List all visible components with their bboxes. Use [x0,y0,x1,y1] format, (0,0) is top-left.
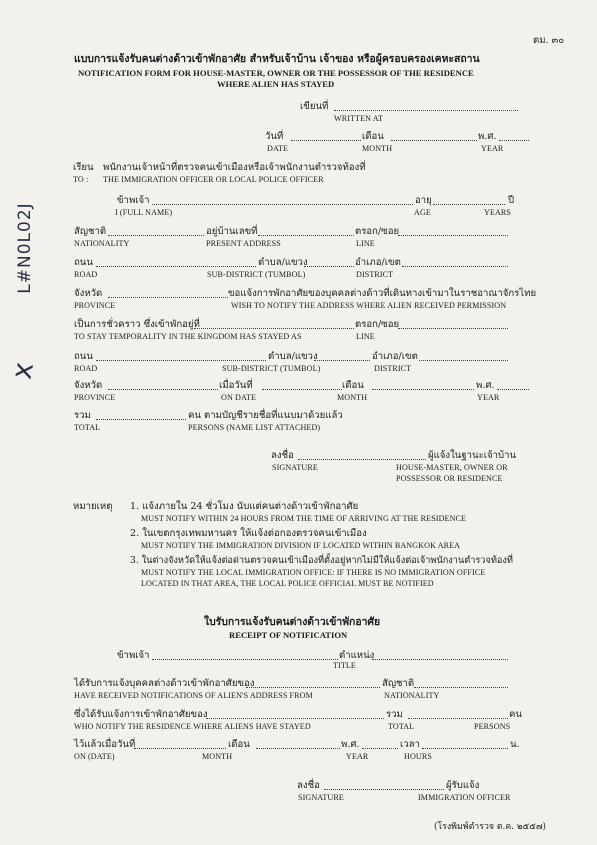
note-1-th: 1. แจ้งภายใน 24 ชั่วโมง นับแต่คนต่างด้าวเข้าพักอาศัย [130,501,359,512]
receipt-minute-label-th: น. [510,739,520,750]
date-year-label-th: พ.ศ. [478,131,497,142]
form-title-thai: แบบการแจ้งรับคนต่างด้าวเข้าพักอาศัย สำหรับเจ้าบ้าน เจ้าของ หรือผู้ครอบครองเคหะสถาน [74,53,480,65]
receipt-officer-label-th: ข้าพเจ้า [117,650,150,661]
years-label-th: ปี [508,195,515,206]
receipt-persons-label-th: คน [509,709,522,720]
receipt-month-field[interactable] [256,748,340,749]
form-code: ตม. ๓๐ [533,35,565,46]
receipt-ondate-field[interactable] [134,748,226,749]
to-text-en: THE IMMIGRATION OFFICER OR LOCAL POLICE OFFICER [103,175,324,184]
ondate-field[interactable] [262,389,342,390]
district-label-th: อำเภอ/เขต [355,257,401,268]
written-at-label-en: WRITTEN AT [334,114,383,123]
year2-field[interactable] [497,389,529,390]
receipt-total-label-en: TOTAL [388,722,415,731]
date-day-field[interactable] [291,140,361,141]
receipt-title-en: RECEIPT OF NOTIFICATION [229,630,348,640]
age-field[interactable] [433,204,505,205]
notifier-label-en-2: POSSESSOR OR RESIDENCE [396,474,503,483]
road2-field[interactable] [96,360,266,361]
full-name-field[interactable] [152,204,413,205]
receipt-nationality-label-en: NATIONALITY [384,691,440,700]
address-label-th: อยู่บ้านเลขที่ [206,226,258,237]
nationality-field[interactable] [108,235,204,236]
receipt-signature-label-th: ลงชื่อ [297,780,320,791]
receiver-label-th: ผู้รับแจ้ง [446,780,480,791]
subdistrict-field[interactable] [304,266,354,267]
nationality-label-en: NATIONALITY [74,239,130,248]
written-at-label-th: เขียนที่ [300,101,329,112]
district-label-en: DISTRICT [356,270,394,279]
stay-address-field[interactable] [194,328,354,329]
form-title-english-line-1: NOTIFICATION FORM FOR HOUSE-MASTER, OWNER OR THE POSSESSOR OF THE RESIDENCE [78,68,474,78]
to-text-th: พนักงานเจ้าหน้าที่ตรวจคนเข้าเมืองหรือเจ้าพนักงานตำรวจท้องที่ [103,162,366,173]
date-day-label-en: DATE [267,144,289,153]
full-name-label-th: ข้าพเจ้า [117,195,150,206]
receipt-year-label-en: YEAR [346,752,369,761]
handwritten-mark: x [4,359,40,382]
receipt-nationality-label-th: สัญชาติ [382,678,415,689]
receipt-received-label-en: HAVE RECEIVED NOTIFICATIONS OF ALIEN'S ADDRESS FROM [74,691,313,700]
subdistrict-label-en: SUB-DISTRICT (TUMBOL) [207,270,306,279]
form-title-english-line-2: WHERE ALIEN HAS STAYED [217,79,335,89]
province-label-th: จังหวัด [74,288,103,299]
date-month-label-th: เดือน [362,131,384,142]
province-label-en: PROVINCE [74,301,116,310]
receipt-year-label-th: พ.ศ. [341,739,360,750]
wish-text-en: WISH TO NOTIFY THE ADDRESS WHERE ALIEN RECEIVED PERMISSION [231,301,507,310]
receipt-month-label-th: เดือน [228,739,250,750]
note-3-th: 3. ในต่างจังหวัดให้แจ้งต่อด่านตรวจคนเข้าเมืองที่ตั้งอยู่หากไม่มีให้แจ้งต่อเจ้าพนักงานตำรวจท้องที่ [130,555,513,566]
persons-text-th: คน ตามบัญชีรายชื่อที่แนบมาด้วยแล้ว [188,410,343,421]
line-label-th: ตรอก/ซอย [355,226,400,237]
signature-label-th: ลงชื่อ [271,450,294,461]
road2-label-th: ถนน [74,351,93,362]
line2-label-en: LINE [356,332,375,341]
province2-field[interactable] [108,389,218,390]
road-field[interactable] [96,266,256,267]
nationality-label-th: สัญชาติ [74,226,107,237]
address-field[interactable] [258,235,354,236]
notes-label: หมายเหตุ [73,501,113,512]
signature-field[interactable] [298,459,426,460]
note-3-en-1: MUST NOTIFY THE LOCAL IMMIGRATION OFFICE: IF THERE IS NO IMMIGRATION OFFICE [141,568,486,577]
receiver-label-en: IMMIGRATION OFFICER [418,793,511,802]
receipt-month-label-en: MONTH [202,752,233,761]
subdistrict-label-th: ตำบล/แขวง [258,257,308,268]
years-label-en: YEARS [484,208,512,217]
ondate-label-th: เมื่อวันที่ [219,380,253,391]
subdistrict2-label-th: ตำบล/แขวง [268,351,318,362]
note-3-en-2: LOCATED IN THAT AREA, THE LOCAL POLICE OFFICIAL MUST BE NOTIFIED [141,579,434,588]
date-day-label-th: วันที่ [265,131,284,142]
handwritten-code-text: L#N0L02J [15,202,35,294]
note-2-en: MUST NOTIFY THE IMMIGRATION DIVISION IF LOCATED WITHIN BANGKOK AREA [141,541,461,550]
receipt-position-field[interactable] [372,659,508,660]
receipt-signature-field[interactable] [324,789,444,790]
line2-label-th: ตรอก/ซอย [355,319,400,330]
total-field[interactable] [96,419,186,420]
printer-footer: (โรงพิมพ์ตำรวจ ต.ค. ๒๕๕๗) [434,822,546,832]
subdistrict2-label-en: SUB-DISTRICT (TUMBOL) [222,364,321,373]
month2-label-th: เดือน [342,380,364,391]
month2-field[interactable] [372,389,474,390]
province-field[interactable] [108,297,228,298]
receipt-time-field[interactable] [422,748,508,749]
to-label-en: TO : [73,175,89,184]
notifier-label-en-1: HOUSE-MASTER, OWNER OR [396,463,508,472]
province2-label-en: PROVINCE [74,393,116,402]
receipt-total-label-th: รวม [386,709,403,720]
line-label-en: LINE [356,239,375,248]
receipt-year-field[interactable] [362,748,398,749]
stay-label-en: TO STAY TEMPORALITY IN THE KINGDOM HAS STAYED AS [74,332,302,341]
road2-label-en: ROAD [74,364,98,373]
receipt-signature-label-en: SIGNATURE [298,793,344,802]
date-month-label-en: MONTH [362,144,393,153]
receipt-who-label-en: WHO NOTIFY THE RESIDENCE WHERE ALIENS HAVE STAYED [74,722,311,731]
receipt-ondate-label-th: ไว้แล้วเมื่อวันที่ [74,739,136,750]
receipt-hours-label-en: HOURS [404,752,432,761]
total-label-th: รวม [74,410,91,421]
year2-label-en: YEAR [477,393,500,402]
wish-text-th: ขอแจ้งการพักอาศัยของบุคคลต่างด้าวที่เดินทางเข้ามาในราชอาณาจักรไทย [228,288,537,299]
persons-text-en: PERSONS (NAME LIST ATTACHED) [188,423,321,432]
note-1-en: MUST NOTIFY WITHIN 24 HOURS FROM THE TIME OF ARRIVING AT THE RESIDENCE [141,514,467,523]
stay-label-th: เป็นการชั่วคราว ซึ่งเข้าพักอยู่ที่ [74,319,200,330]
notifier-label-th: ผู้แจ้งในฐานะเจ้าบ้าน [428,450,517,461]
written-at-field[interactable] [334,110,518,111]
line2-field[interactable] [398,328,508,329]
road-label-en: ROAD [74,270,98,279]
subdistrict2-field[interactable] [314,360,370,361]
year2-label-th: พ.ศ. [476,380,495,391]
receipt-time-label-th: เวลา [400,739,420,750]
age-label-en: AGE [414,208,431,217]
line-field[interactable] [398,235,508,236]
road-label-th: ถนน [74,257,93,268]
receipt-officer-field[interactable] [152,659,338,660]
receipt-title-th: ใบรับการแจ้งรับคนต่างด้าวเข้าพักอาศัย [204,616,381,628]
receipt-ondate-label-en: ON (DATE) [74,752,115,761]
total-label-en: TOTAL [74,423,101,432]
date-year-label-en: YEAR [481,144,504,153]
district2-label-th: อำเภอ/เขต [372,351,418,362]
handwritten-code [9,194,39,306]
receipt-received-field[interactable] [246,687,380,688]
receipt-total-field[interactable] [408,718,508,719]
date-year-field[interactable] [499,140,529,141]
province2-label-th: จังหวัด [74,380,103,391]
age-label-th: อายุ [415,195,432,206]
full-name-label-en: I (FULL NAME) [115,208,173,217]
district-field[interactable] [402,266,508,267]
date-month-field[interactable] [391,140,477,141]
district2-label-en: DISTRICT [374,364,412,373]
receipt-who-field[interactable] [206,718,384,719]
receipt-title-label-en: TITLE [333,661,356,670]
to-label-th: เรียน [73,162,94,173]
note-2-th: 2. ในเขตกรุงเทพมหานคร ให้แจ้งต่อกองตรวจคนเข้าเมือง [130,528,367,539]
receipt-received-label-th: ได้รับการแจ้งบุคคลต่างด้าวเข้าพักอาศัยของ [74,678,255,689]
ondate-label-en: ON DATE [221,393,257,402]
receipt-persons-label-en: PERSONS [474,722,511,731]
signature-label-en: SIGNATURE [272,463,318,472]
receipt-position-label-th: ตำแหน่ง [339,650,375,661]
month2-label-en: MONTH [337,393,368,402]
address-label-en: PRESENT ADDRESS [206,239,281,248]
receipt-nationality-field[interactable] [414,687,508,688]
receipt-who-label-th: ซึ่งได้รับแจ้งการเข้าพักอาศัยของ [74,709,208,720]
district2-field[interactable] [419,360,508,361]
